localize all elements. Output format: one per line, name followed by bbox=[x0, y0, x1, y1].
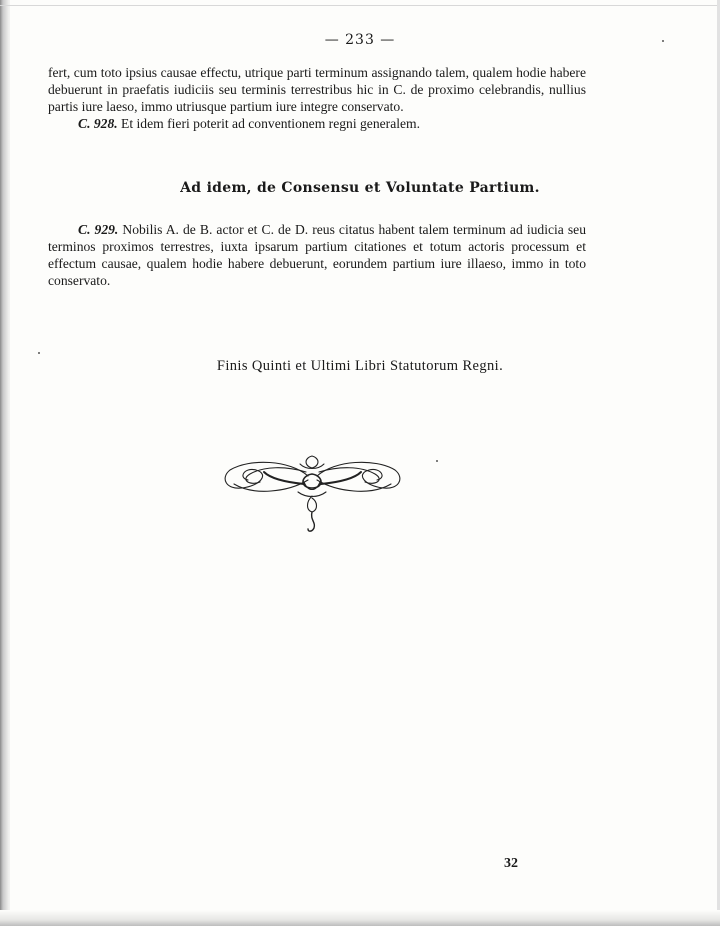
paragraph-c929-text: Nobilis A. de B. actor et C. de D. reus citatus habent talem terminum ad iudicia seu terminos proximos terrestres, iuxta ipsarum partium citationes et totum actoris processum et effectum causae, qualem hodie habere debuerunt, eorundem partium iure illaeso, immo in toto conservato. bbox=[48, 222, 587, 288]
paragraph-c928-text: Et idem fieri poterit ad conventionem regni generalem. bbox=[117, 116, 421, 131]
paragraph-c929 bbox=[48, 221, 586, 289]
speck-mark bbox=[662, 40, 664, 42]
text-block-top bbox=[48, 64, 586, 132]
finis-line: Finis Quinti et Ultimi Libri Statutorum Regni. bbox=[216, 358, 504, 374]
section-heading: Ad idem, de Consensu et Voluntate Partium. bbox=[180, 180, 540, 196]
page-left-edge bbox=[0, 0, 10, 926]
speck-mark bbox=[38, 352, 40, 354]
paragraph-c928 bbox=[48, 115, 586, 132]
calligraphic-flourish-icon bbox=[220, 452, 405, 534]
page-top-edge bbox=[0, 5, 720, 6]
page-number: — 233 — bbox=[324, 32, 396, 48]
reference-c928: C. 928. bbox=[78, 116, 118, 131]
folio-number: 32 bbox=[504, 856, 518, 871]
paragraph-continuation: fert, cum toto ipsius causae effectu, utrique parti terminum assignando talem, qualem hodie habere debuerunt in praefatis iudiciis seu terminis terrestribus hic in C. de proximo celebrandis, nullius partis iure laeso, immo utriusque partium iure integre conservato. bbox=[48, 65, 586, 114]
reference-c929: C. 929. bbox=[78, 222, 119, 237]
text-block-c929 bbox=[48, 221, 586, 289]
page-bottom-edge bbox=[0, 910, 720, 926]
speck-mark bbox=[436, 460, 438, 462]
